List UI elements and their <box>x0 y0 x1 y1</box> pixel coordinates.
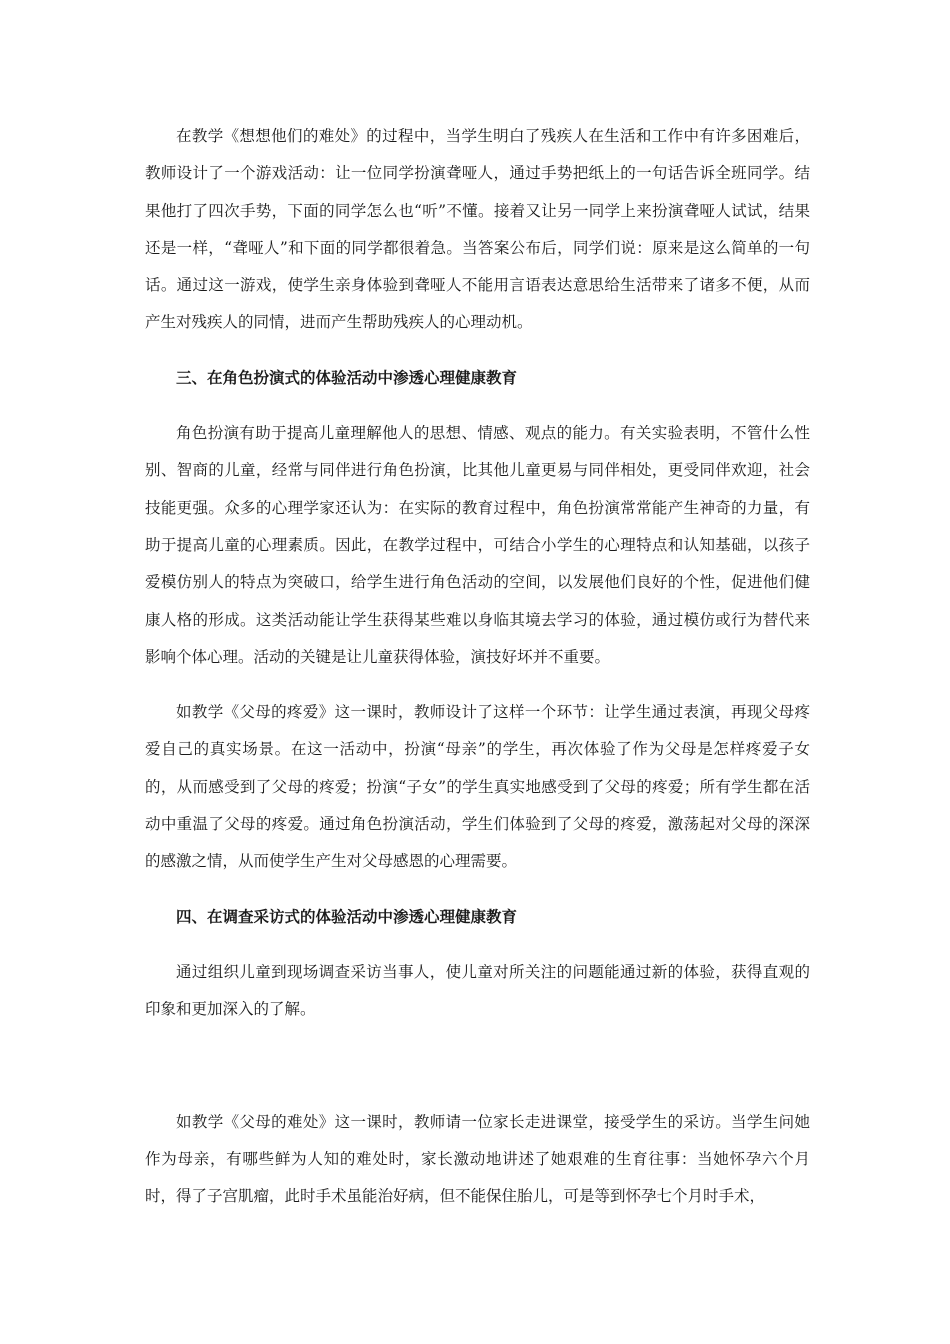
section-heading-role-play: 三、在角色扮演式的体验活动中渗透心理健康教育 <box>176 368 518 387</box>
paragraph-parents-love: 如教学《父母的疼爱》这一课时，教师设计了这样一个环节：让学生通过表演，再现父母疼爱自己的真实场景。在这一活动中，扮演“母亲”的学生，再次体验了作为父母是怎样疼爱子女的，从而感受到了父母的疼爱；扮演“子女”的学生真实地感受到了父母的疼爱；所有学生都在活动中重温了父母的疼爱。通过角色扮演活动，学生们体验到了父母的疼爱，激荡起对父母的深深的感激之情，从而使学生产生对父母感恩的心理需要。 <box>145 703 810 871</box>
spacer <box>145 936 810 954</box>
spacer <box>145 342 810 360</box>
spacer <box>145 397 810 415</box>
paragraph-interview: 通过组织儿童到现场调查采访当事人，使儿童对所关注的问题能通过新的体验，获得直观的印象和更加深入的了解。 <box>145 962 810 1019</box>
section-heading-interview: 四、在调查采访式的体验活动中渗透心理健康教育 <box>176 907 518 926</box>
paragraph-game-activity: 在教学《想想他们的难处》的过程中，当学生明白了残疾人在生活和工作中有许多困难后，教师设计了一个游戏活动：让一位同学扮演聋哑人，通过手势把纸上的一句话告诉全班同学。结果他打了四次手势，下面的同学怎么也“听”不懂。接着又让另一同学上来扮演聋哑人试试，结果还是一样，“聋哑人”和下面的同学都很着急。当答案公布后，同学们说：原来是这么简单的一句话。通过这一游戏，使学生亲身体验到聋哑人不能用言语表达意思给生活带来了诸多不便，从而产生对残疾人的同情，进而产生帮助残疾人的心理动机。 <box>145 127 810 332</box>
document-page <box>145 118 810 1215</box>
paragraph-role-play: 角色扮演有助于提高儿童理解他人的思想、情感、观点的能力。有关实验表明，不管什么性别、智商的儿童，经常与同伴进行角色扮演，比其他儿童更易与同伴相处，更受同伴欢迎，社会技能更强。众多的心理学家还认为：在实际的教育过程中，角色扮演常常能产生神奇的力量，有助于提高儿童的心理素质。因此，在教学过程中，可结合小学生的心理特点和认知基础，以孩子爱模仿别人的特点为突破口，给学生进行角色活动的空间，以发展他们良好的个性，促进他们健康人格的形成。这类活动能让学生获得某些难以身临其境去学习的体验，通过模仿或行为替代来影响个体心理。活动的关键是让儿童获得体验，演技好坏并不重要。 <box>145 424 810 666</box>
paragraph-parents-hardship: 如教学《父母的难处》这一课时，教师请一位家长走进课堂，接受学生的采访。当学生问她作为母亲，有哪些鲜为人知的难处时，家长激动地讲述了她艰难的生育往事：当她怀孕六个月时，得了子宫肌瘤，此时手术虽能治好病，但不能保住胎儿，可是等到怀孕七个月时手术， <box>145 1112 810 1206</box>
spacer <box>145 1029 810 1104</box>
spacer <box>145 676 810 694</box>
spacer <box>145 881 810 899</box>
